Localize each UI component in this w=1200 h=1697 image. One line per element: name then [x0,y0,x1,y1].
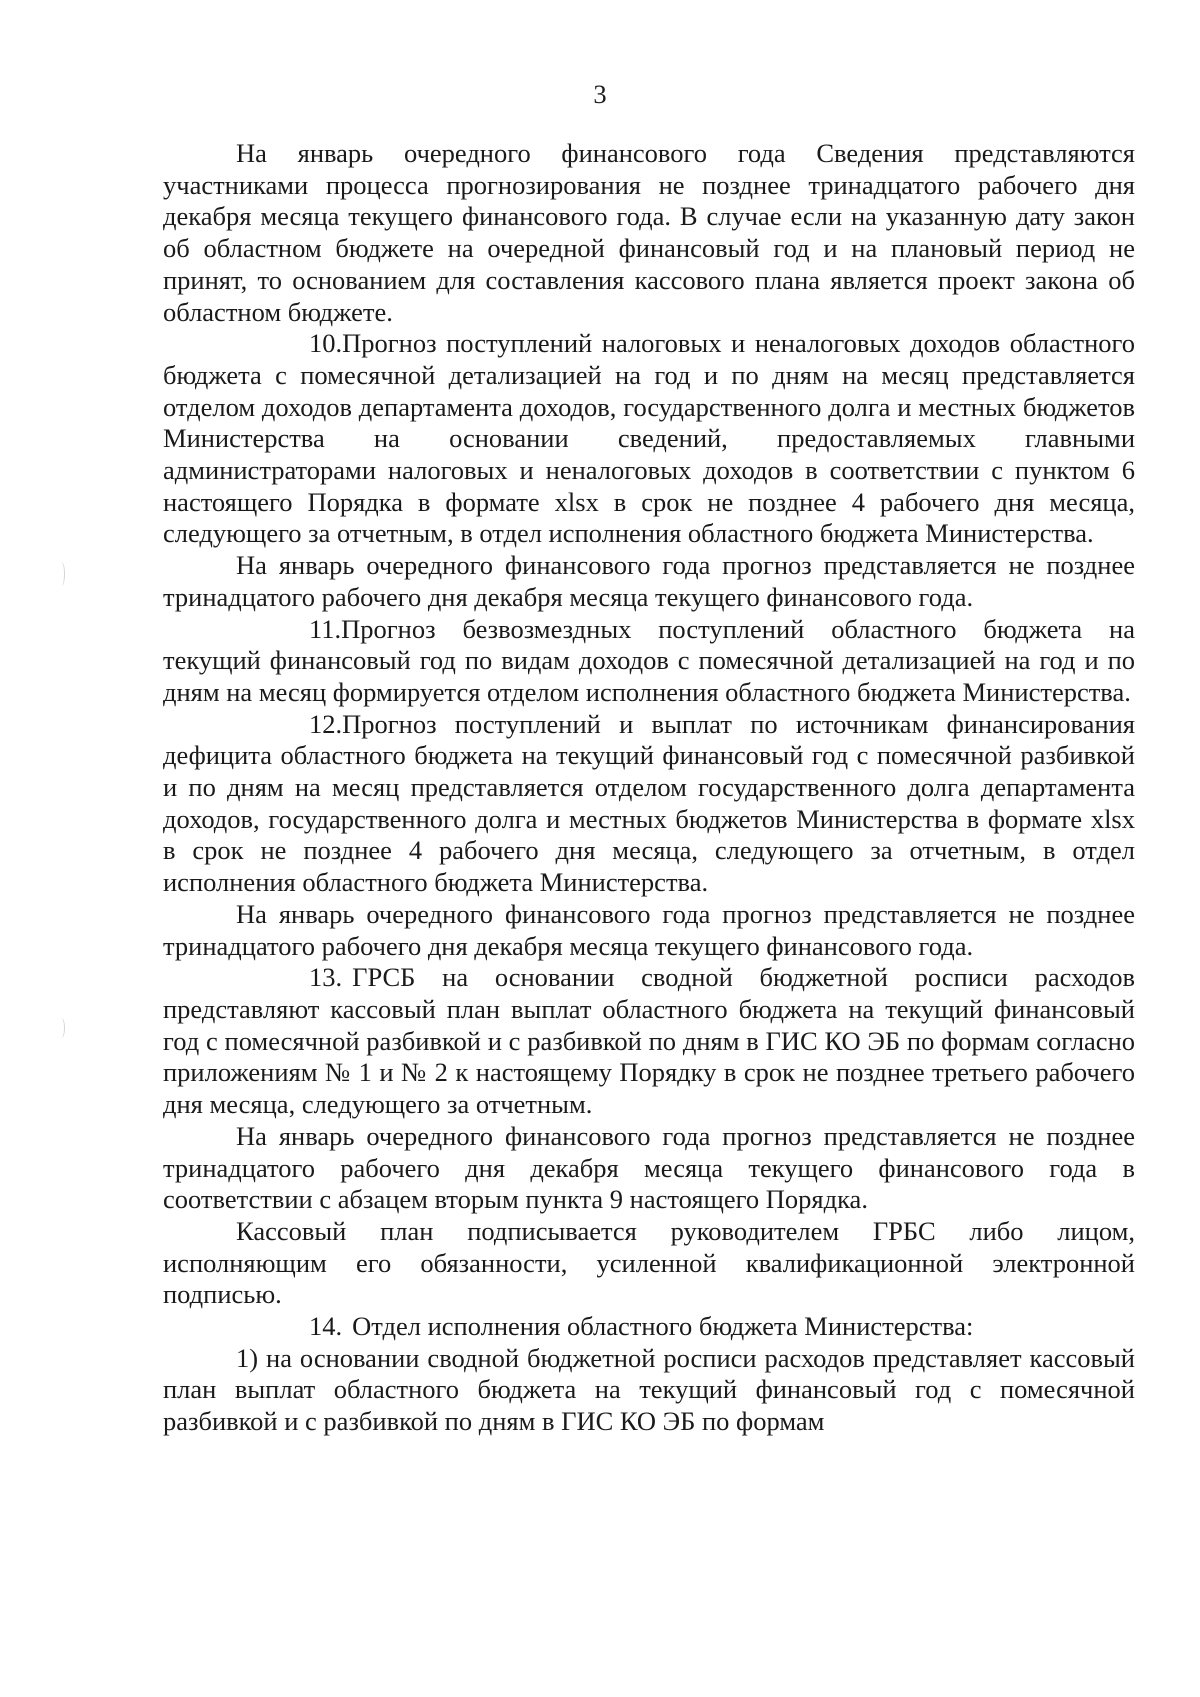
paragraph-text: Прогноз безвозмездных поступлений областного бюджета на текущий финансовый год по видам доходов с помесячной детализацией на год и по дням на месяц формируется отделом исполнения областного бюджета Министерства. [163,613,1135,707]
paragraph-text: Прогноз поступлений налоговых и неналоговых доходов областного бюджета с помесячной детализацией на год и по дням на месяц представляется отделом доходов департамента доходов, государственного долга и местных бюджетов Министерства на основании сведений, предоставляемых главными администраторами налоговых и неналоговых доходов в соответствии с пунктом 6 настоящего Порядка в формате xlsx в срок не позднее 4 рабочего дня месяца, следующего за отчетным, в отдел исполнения областного бюджета Министерства. [163,328,1135,549]
paragraph [163,1216,1135,1311]
paragraph-item-13 [163,962,1135,1121]
paragraph-subitem-1 [163,1343,1135,1438]
paragraph-text: На январь очередного финансового года Сведения представляются участниками процесса прогнозирования не позднее тринадцатого рабочего дня декабря месяца текущего финансового года. В случае если на указанную дату закон об областном бюджете на очередной финансовый год и на плановый период не принят, то основанием для составления кассового плана является проект закона об областном бюджете. [163,138,1135,327]
paragraph-text: На январь очередного финансового года прогноз представляется не позднее тринадцатого рабочего дня декабря месяца текущего финансового года в соответствии с абзацем вторым пункта 9 настоящего Порядка. [163,1120,1135,1215]
paragraph-text: Кассовый план подписывается руководителем ГРБС либо лицом, исполняющим его обязанности, усиленной квалификационной электронной подписью. [163,1215,1135,1310]
item-number: 10. [309,328,343,359]
item-number: 12. [309,708,343,739]
paragraph-text: Отдел исполнения областного бюджета Министерства: [352,1311,974,1342]
paragraph [163,138,1135,328]
paragraph-item-10 [163,328,1135,550]
paragraph-item-14 [163,1311,1135,1343]
paragraph-text: ГРСБ на основании сводной бюджетной росписи расходов представляют кассовый план выплат областного бюджета на текущий финансовый год с помесячной разбивкой и с разбивкой по дням в ГИС КО ЭБ по формам согласно приложениям № 1 и № 2 к настоящему Порядку в срок не позднее третьего рабочего дня месяца, следующего за отчетным. [163,962,1135,1120]
paragraph [163,899,1135,962]
paragraph-item-11 [163,614,1135,709]
scan-artifact-mark [58,1018,65,1038]
item-number: 11. [309,613,342,644]
paragraph-text: Прогноз поступлений и выплат по источникам финансирования дефицита областного бюджета на текущий финансовый год с помесячной разбивкой и по дням на месяц представляется отделом государственного долга департамента доходов, государственного долга и местных бюджетов Министерства в формате xlsx в срок не позднее 4 рабочего дня месяца, следующего за отчетным, в отдел исполнения областного бюджета Министерства. [163,708,1135,898]
item-number: 13. [309,962,343,993]
item-number: 14. [309,1311,343,1342]
paragraph [163,1121,1135,1216]
paragraph-text: На январь очередного финансового года прогноз представляется не позднее тринадцатого рабочего дня декабря месяца текущего финансового года. [163,898,1135,961]
page-number: 3 [593,79,607,109]
paragraph [163,550,1135,613]
paragraph-item-12 [163,709,1135,899]
paragraph-text: 1) на основании сводной бюджетной росписи расходов представляет кассовый план выплат областного бюджета на текущий финансовый год с помесячной разбивкой и с разбивкой по дням в ГИС КО ЭБ по формам [163,1342,1135,1437]
paragraph-text: На январь очередного финансового года прогноз представляется не позднее тринадцатого рабочего дня декабря месяца текущего финансового года. [163,550,1135,612]
scan-artifact-mark [58,562,65,586]
document-body [163,138,1135,1438]
